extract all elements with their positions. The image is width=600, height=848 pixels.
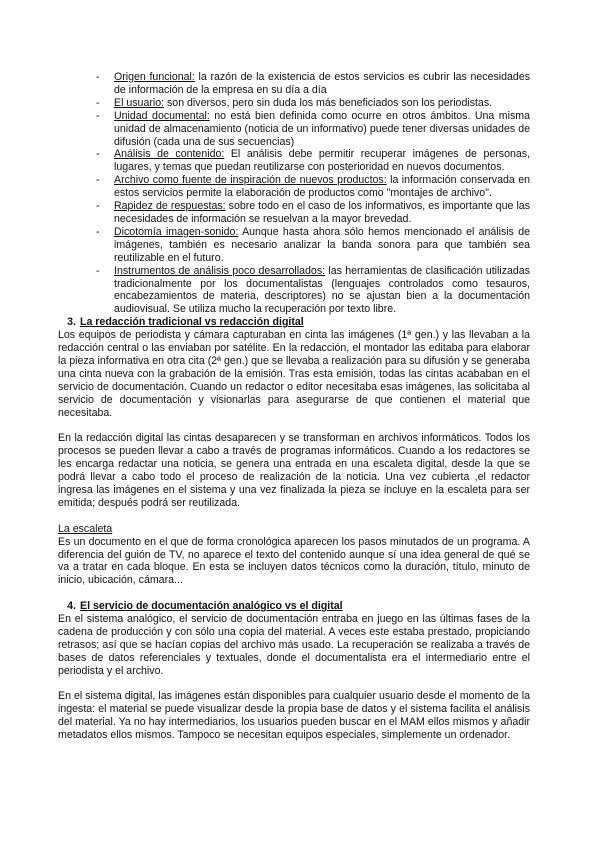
document-page (58, 71, 530, 742)
section-4-paragraph-2: En el sistema digital, las imágenes están disponibles para cualquier usuario desde el momento de la ingesta: el material se puede visualizar desde la propia base de datos y el sistema facilita el análisis del material. Ya no hay intermediarios, los usuarios pueden buscar en el MAM ellos mismos y añadir metadatos ellos mismos. Tampoco se necesitan equipos especiales, simplemente un ordenador. (58, 690, 530, 742)
list-item-text: no está bien definida como ocurre en otros ámbitos. Una misma unidad de almacenamiento (noticia de un informativo) puede tener diversas unidades de difusión (cada una de sus secuencias) (114, 109, 530, 148)
list-item-term: El usuario: (114, 96, 165, 109)
list-item: - Instrumentos de análisis poco desarrollados: las herramientas de clasificación utilizadas tradicionalmente por los documentalistas (lenguajes controlados como tesauros, encabezamientos de materia, descriptores) no se ajustan bien a la documentación audiovisual. Se utiliza mucho la recuperación por texto libre. (96, 264, 530, 316)
section-3-paragraph-2: En la redacción digital las cintas desaparecen y se transforman en archivos informáticos. Todos los procesos se pueden llevar a cabo a través de programas informáticos. Cuando a los redactores se les encarga redactar una noticia, se genera una entrada en una escaleta digital, desde la que se podrá llevar a cabo todo el proceso de realización de la noticia. Una vez cubierta ,el redactor ingresa las imágenes en el sistema y una vez finalizada la pieza se incluye en la escaleta para ser emitida; después podrá ser reutilizada. (58, 432, 530, 509)
section-3-heading (58, 316, 530, 329)
list-item-text: la razón de la existencia de estos servicios es cubrir las necesidades de información de la empresa en su día a día (114, 71, 531, 96)
escaleta-paragraph: Es un documento en el que de forma cronológica aparecen los pasos minutados de un programa. A diferencia del guión de TV, no aparece el texto del contenido aunque sí una idea general de qué se va a tratar en cada bloque. En esta se incluyen datos técnicos como la duración, título, minuto de inicio, ubicación, cámara... (58, 535, 530, 587)
list-item: - El usuario: son diversos, pero sin duda los más beneficiados son los periodistas. (96, 96, 493, 109)
section-4-number: 4. (67, 600, 76, 613)
list-item-term: Dicotomía imagen-sonido: (114, 225, 239, 238)
list-item: - Análisis de contenido: El análisis debe permitir recuperar imágenes de personas, lugares, y temas que puedan reutilizarse con posterioridad en nuevos documentos. (96, 148, 530, 174)
list-item-text: la información conservada en estos servicios permite la elaboración de productos como "montajes de archivo". (114, 174, 530, 200)
section-4-heading (58, 600, 530, 613)
list-item: - Dicotomía imagen-sonido: Aunque hasta ahora sólo hemos mencionado el análisis de imágenes, también es necesario analizar la banda sonora para que también sea reutilizable en el futuro. (96, 225, 530, 264)
list-item-text: sobre todo en el caso de los informativos, es importante que las necesidades de información se resuelvan a la mayor brevedad. (114, 200, 530, 225)
list-item: - Rapidez de respuestas: sobre todo en el caso de los informativos, es importante que las necesidades de información se resuelvan a la mayor brevedad. (96, 200, 530, 225)
list-item-term: Archivo como fuente de inspiración de nuevos productos: (114, 174, 387, 187)
list-item: - Archivo como fuente de inspiración de nuevos productos: la información conservada en estos servicios permite la elaboración de productos como "montajes de archivo". (96, 174, 530, 200)
section-3-number: 3. (67, 316, 76, 329)
list-item-text: Aunque hasta ahora sólo hemos mencionado el análisis de imágenes, también es necesario analizar la banda sonora para que también sea reutilizable en el futuro. (114, 225, 530, 264)
list-item: - Origen funcional: la razón de la existencia de estos servicios es cubrir las necesidades de información de la empresa en su día a día (96, 71, 531, 96)
list-item-term: Instrumentos de análisis poco desarrollados: (114, 264, 326, 277)
section-3-paragraph-1: Los equipos de periodista y cámara capturaban en cinta las imágenes (1ª gen.) y las llevaban a la redacción central o las enviaban por satélite. En la redacción, el montador las editaba para elaborar la pieza informativa en otra cita (2ª gen.) que se llevaba a realización para su difusión y se generaba una cinta nueva con la grabación de la emisión. Tras esta emisión, todas las cintas acababan en el servicio de documentación. Cuando un redactor o editor necesitaba esas imágenes, las solicitaba al servicio de documentación y visionarlas para asegurarse de que contienen el material que necesitaba. (58, 329, 530, 419)
section-4-paragraph-1: En el sistema analógico, el servicio de documentación entraba en juego en las últimas fases de la cadena de producción y con sólo una copia del material. A veces este estaba prestado, propiciando retrasos; así que se hacían copias del archivo más usado. La recuperación se realizaba a través de bases de datos referenciales y textuales, donde el documentalista era el intermediario entre el periodista y el archivo. (58, 613, 530, 677)
list-item-text: las herramientas de clasificación utilizadas tradicionalmente por los documentalistas (lenguajes controlados como tesauros, encabezamientos de materia, descriptores) no se ajustan bien a la documentación audiovisual. Se utiliza mucho la recuperación por texto libre. (114, 264, 530, 316)
list-item: - Unidad documental: no está bien definida como ocurre en otros ámbitos. Una misma unidad de almacenamiento (noticia de un informativo) puede tener diversas unidades de difusión (cada una de sus secuencias) (96, 109, 530, 148)
list-item-term: Rapidez de respuestas: (114, 200, 226, 213)
section-3-title: La redacción tradicional vs redacción digital (80, 316, 304, 329)
list-item-term: Análisis de contenido: (114, 148, 225, 161)
escaleta-subheading: La escaleta (58, 522, 113, 535)
list-item-text: El análisis debe permitir recuperar imágenes de personas, lugares, y temas que puedan reutilizarse con posterioridad en nuevos documentos. (114, 148, 530, 174)
list-item-term: Unidad documental: (114, 109, 210, 122)
section-4-title: El servicio de documentación analógico vs el digital (80, 600, 343, 613)
list-item-term: Origen funcional: (114, 71, 195, 83)
feature-list (58, 71, 530, 316)
list-item-text: son diversos, pero sin duda los más beneficiados son los periodistas. (164, 96, 493, 109)
